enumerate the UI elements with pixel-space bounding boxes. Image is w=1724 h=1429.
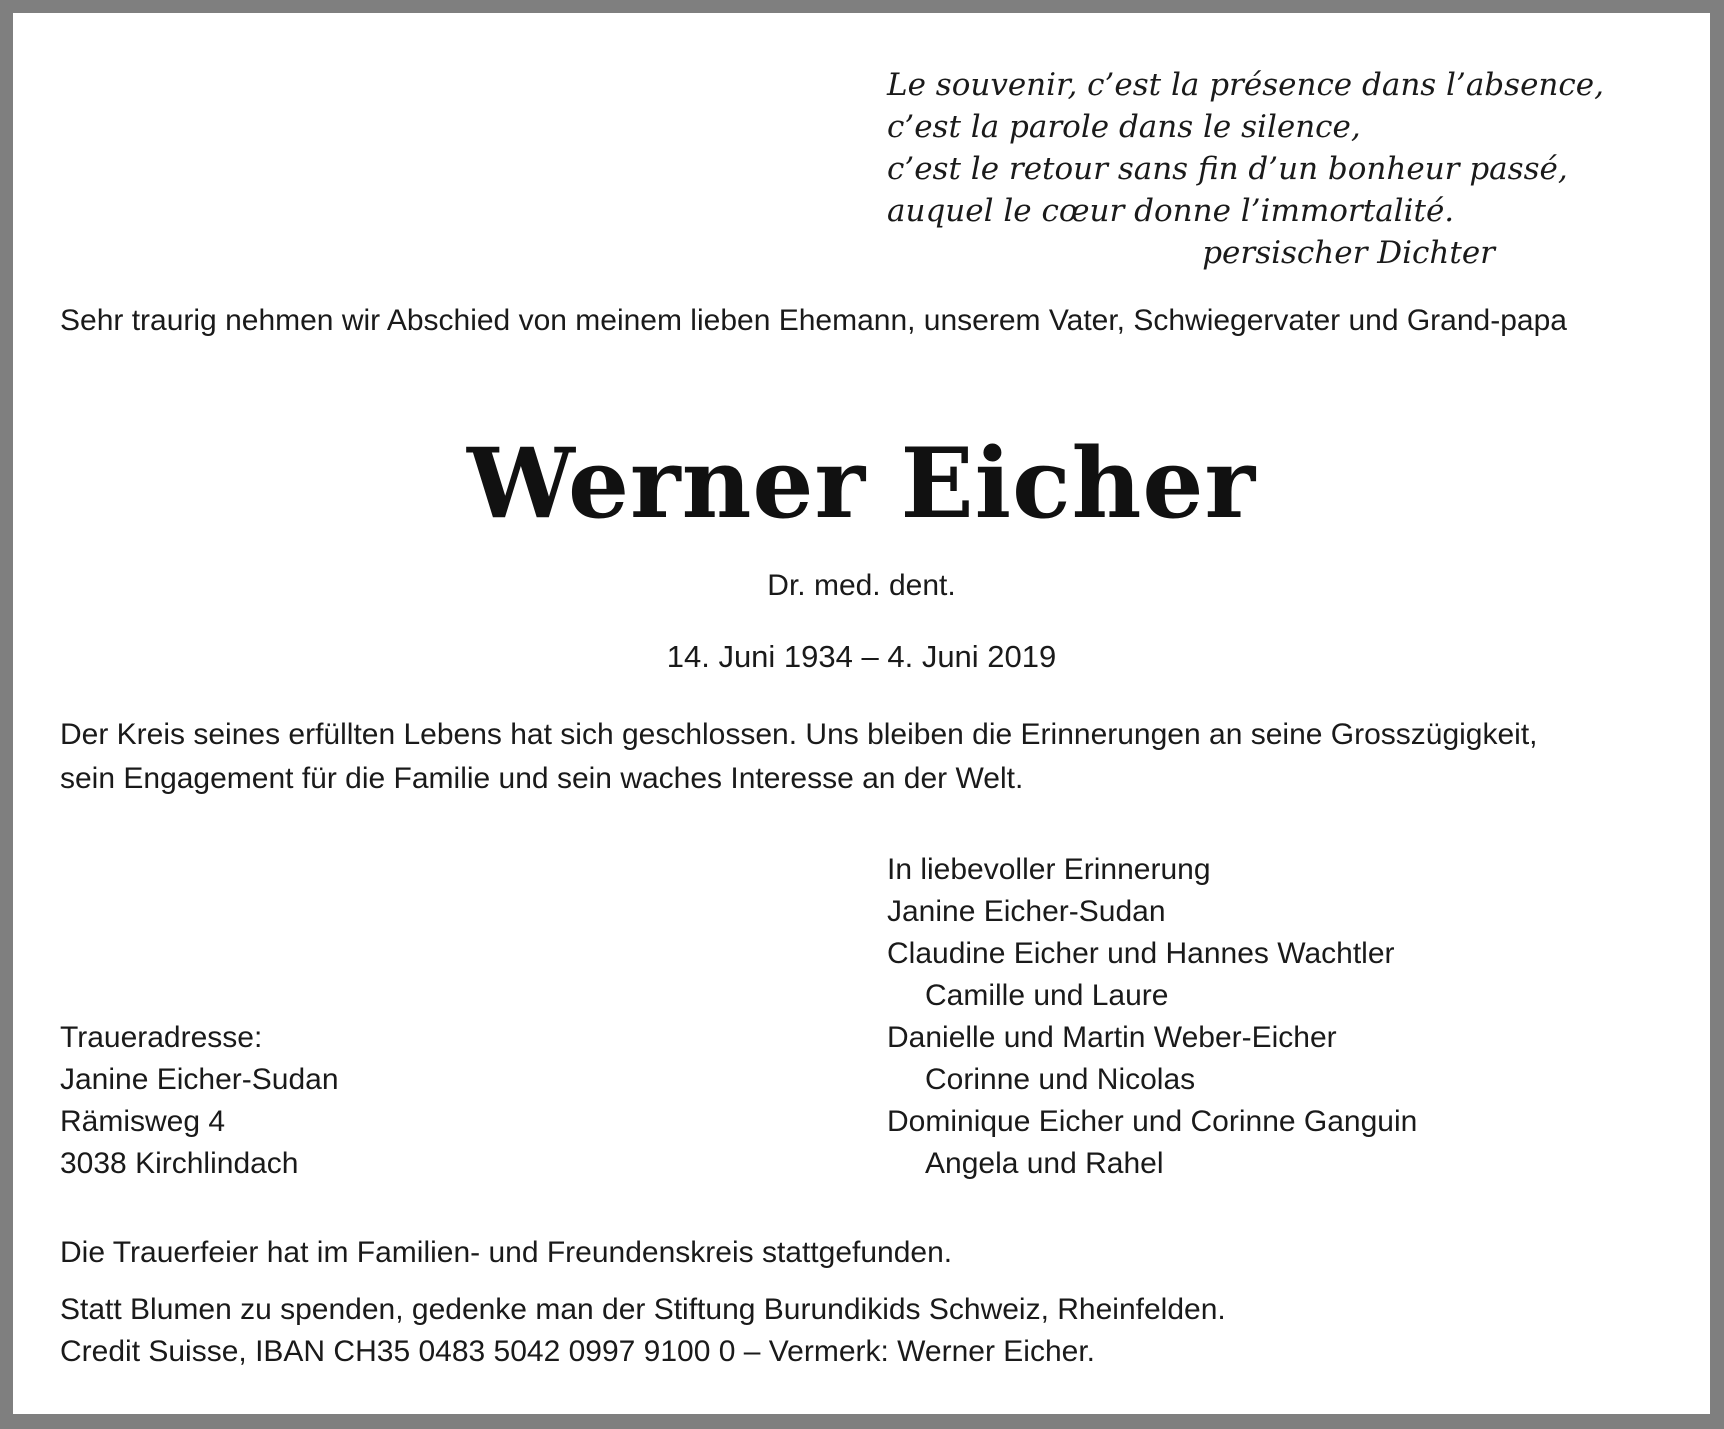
family-signatures xyxy=(887,849,1607,1185)
tribute-line: Der Kreis seines erfüllten Lebens hat sich geschlossen. Uns bleiben die Erinnerungen an seine Grosszügigkeit, xyxy=(60,718,1538,751)
obituary-page xyxy=(13,13,1710,1414)
quote-line: c’est la parole dans le silence, xyxy=(887,109,1361,145)
family-member: Claudine Eicher und Hannes Wachtler xyxy=(887,937,1395,970)
ceremony-note: Die Trauerfeier hat im Familien- und Freundenskreis stattgefunden. xyxy=(60,1236,953,1269)
address-street: Rämisweg 4 xyxy=(60,1105,226,1138)
life-dates: 14. Juni 1934 – 4. Juni 2019 xyxy=(666,639,1057,674)
quote-line: c’est le retour sans fin d’un bonheur passé, xyxy=(887,151,1568,187)
family-grandchildren: Angela und Rahel xyxy=(925,1147,1164,1180)
poem-quote xyxy=(887,64,1604,274)
family-member: Danielle und Martin Weber-Eicher xyxy=(887,1021,1337,1054)
address-name: Janine Eicher-Sudan xyxy=(60,1063,339,1096)
quote-author: persischer Dichter xyxy=(1202,235,1495,271)
donation-line: Statt Blumen zu spenden, gedenke man der Stiftung Burundikids Schweiz, Rheinfelden. xyxy=(60,1293,1226,1326)
family-member: Dominique Eicher und Corinne Ganguin xyxy=(887,1105,1418,1138)
tribute-line: sein Engagement für die Familie und sein waches Interesse an der Welt. xyxy=(60,762,1024,795)
farewell-intro: Sehr traurig nehmen wir Abschied von meinem lieben Ehemann, unserem Vater, Schwiegervater und Grand-papa xyxy=(60,304,1567,337)
deceased-name: Werner Eicher xyxy=(466,427,1257,540)
family-grandchildren: Camille und Laure xyxy=(925,979,1169,1012)
deceased-title: Dr. med. dent. xyxy=(767,569,956,602)
tribute-paragraph xyxy=(60,713,1680,801)
quote-line: auquel le cœur donne l’immortalité. xyxy=(887,193,1455,229)
address-city: 3038 Kirchlindach xyxy=(60,1147,299,1180)
family-grandchildren: Corinne und Nicolas xyxy=(925,1063,1196,1096)
mourning-address xyxy=(60,1017,660,1185)
family-heading: In liebevoller Erinnerung xyxy=(887,853,1211,886)
donation-bank-line: Credit Suisse, IBAN CH35 0483 5042 0997 9100 0 – Vermerk: Werner Eicher. xyxy=(60,1335,1096,1368)
donation-note xyxy=(60,1289,1680,1373)
address-label: Traueradresse: xyxy=(60,1021,263,1054)
family-member: Janine Eicher-Sudan xyxy=(887,895,1166,928)
quote-line: Le souvenir, c’est la présence dans l’absence, xyxy=(887,67,1604,103)
